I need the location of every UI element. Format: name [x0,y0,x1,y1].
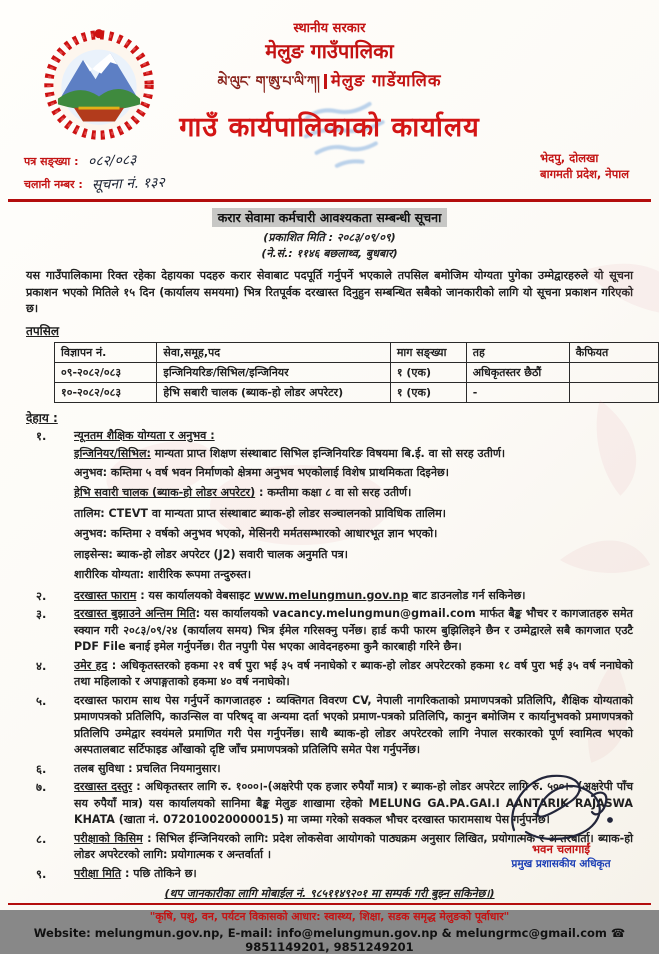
municipality-motto: "कृषि, पशु, वन, पर्यटन विकासको आधार: स्वास्थ्य, शिक्षा, सडक समृद्ध मेलुङको पूर्वाधार" [149,910,510,923]
item-text: : सिभिल ईन्जिनियरको लागि: प्रदेश लोकसेवा आयोगको पाठ्यक्रम अनुसार लिखित, प्रयोगात्मक र अन्तरबार्ता। ब्याक-हो लोडर अपरेटरको लागि: प्रयोगात्मक र अन्तर्वार्ता । [74,831,633,861]
email-address-text: vacancy.melungmun@gmail.com [272,607,476,620]
sub-text: मान्यता प्राप्त शिक्षण संस्थाबाट सिभिल इन्जिनियरिङ विषयमा बि.ई. वा सो सरह उतीर्ण। [150,447,506,460]
item-text: : अधिकृतस्तरको हकमा २१ वर्ष पुरा भई ३५ वर्ष ननाघेको र ब्याक-हो लोडर अपरेटरको हकमा १८ वर्ष पुरा भई ३५ वर्ष ननाघेको तथा महिलाको र अपाङ्गताको हकमा ४० वर्ष ननाघेको। [74,658,633,688]
sub-lead: अनुभव: [74,527,108,540]
item-text: : अधिकृतस्तर लागि रु. १०००।-(अक्षरेपी एक हजार रुपैयाँ मात्र) र ब्याक-हो लोडर अपरेटर लागि रु. ५००।- (अक्षरेपी पाँच सय रुपैयाँ मात्र) यस कार्यालयको सानिमा बैङ्क मेलुङ शाखामा रहेको MELUNG GA.PA.GAI.I AANTARIK RAJASWA KHATA (खाता नं. 072010020000015) मा जम्मा गरेको सक्कल भौचर दरखास्त फारामसाथ पेस गर्नुपर्नेछ। [74,780,633,826]
sub-text: कम्तिमा २ वर्षको अनुभव भएको, मेसिनरी मर्मतसम्भारको आधारभूत ज्ञान भएको। [107,527,438,540]
municipality-name-stylized: मेलुङ गाडेंयालिक [330,71,442,90]
published-date: (प्रकाशित मिति : २०८३/०९/०९) [263,231,396,244]
dehaya-label: देहाय : [26,410,58,425]
item-text: : यस कार्यालयको वेबसाइट [136,588,255,602]
signatory-title: प्रमुख प्रशासकीय अधिकृत [511,858,611,870]
list-item-2 [36,588,633,605]
municipality-name-tibetan: མེ་ལུང་ ག་ཨུ་པ་ལི་ཀ། [217,74,320,90]
website-label: Website: [33,926,91,940]
sub-lead: इन्जिनियर/सिभिल: [74,447,151,460]
cell-level: - [466,382,569,402]
list-item-5 [36,693,633,759]
item-text: मार्फत बैङ्क भौचर र कागजातहरु समेत स्क्यान गरी २०८३/०९/२४ (कार्यालय समय) भित्र ईमेल गरिसक्नु पर्नेछ। हार्ड कपी फारम बुझिलिइने छैन र उम्मेद्वारले सबै कागजात एउटै PDF File बनाई इमेल गर्नुपर्नेछ। रीत नपुगी पेस भएका आवेदनहरुमा कुनै कारबाही गरिने छैन। [74,607,633,653]
office-address [540,150,629,196]
col-service-group-post: सेवा,समूह,पद [157,342,390,362]
contact-line [0,926,659,954]
cell-post: हेभि सबारी चालक (ब्याक-हो लोडर अपरेटर) [157,382,390,402]
sub-lead: हेभि सवारी चालक (ब्याक-हो लोडर अपरेटर) [74,486,256,499]
list-item-1 [36,428,633,586]
cell-count: १ (एक) [390,362,466,382]
letter-number-label: पत्र सङ्ख्या : [24,155,79,168]
item-text: : व्यक्तिगत विवरण CV, नेपाली नागरिकताको प्रमाणपत्रको प्रतिलिपि, शैक्षिक योग्यताको प्रमाणपत्रको प्रतिलिपि, काउन्सिल वा परिषद् वा अन्यमा दर्ता भएको प्रमाण-पत्रको प्रतिलिपि, कानुन बमोजिम र कार्यानुभवको प्रमाणपत्रको प्रतिलिपि उम्मेद्वार स्वयंमले प्रमाणित गरी पेस गर्नुपर्नेछ। साथै ब्याक-हो लोडर अपरेटरको लागि नेपाल सरकारको पूर्ण स्वामित्व भएको अस्पतालबाट सर्टिफाइड आँखाको दृष्टि जाँच प्रमाणपत्रको प्रतिलिपि समेत पेश गर्नुपर्नेछ। [74,693,633,756]
item-text: बाट डाउनलोड गर्न सकिनेछ। [408,588,526,602]
website-link-text: www.melungmun.gov.np [254,588,409,602]
phone-numbers: 9851149201, 9851249201 [245,940,414,954]
letter-numbers [24,150,165,196]
nepal-sambat-date: (ने.सं.: ११४६ बछलाथ्व, बुधबार) [261,247,398,260]
item-text: : पछि तोकिने छ। [121,866,197,880]
sub-text: CTEVT वा मान्यता प्राप्त संस्थाबाट ब्याक-हो लोडर सञ्चालनको प्राविधिक तालिम। [104,506,447,520]
sub-text: कम्तिमा ५ वर्ष भवन निर्माणको क्षेत्रमा अनुभव भएकोलाई विशेष प्राथमिकता दिइनेछ। [107,465,449,479]
table-header-row [55,342,659,362]
sub-lead: अनुभव: [74,465,108,479]
list-item-4 [36,658,633,691]
item-lead: दरखास्त फाराम साथ पेस गर्नुपर्ने कागजातहरु [74,693,262,707]
item-lead: दरखास्त फाराम [74,588,137,602]
vacancy-table [54,342,659,403]
dispatch-number-value: सूचना नं. १३२ [91,174,165,194]
notice-intro-paragraph: यस गाउँपालिकामा रिक्त रहेका देहायका पदहरु करार सेवाबाट पदपूर्ति गर्नुपर्ने भएकाले तपसिल बमोजिम योग्यता पुगेका उम्मेद्वारहरुले यो सूचना प्रकाशन भएको मितिले १५ दिन (कार्यालय समयमा) भित्र रितपूर्वक दरखास्त दिनुहुन सम्बन्धित सबैको जानकारीको लागि यो सूचना प्रकाशन गरिएको छ। [26,269,633,315]
cell-remarks [569,362,658,382]
cell-remarks [569,382,658,402]
municipality-name-scripts [0,65,659,105]
item-number: ८. [36,831,47,846]
cell-post: इन्जिनियरिङ/सिभिल/इन्जिनियर [157,362,390,382]
item-number: १. [36,428,47,443]
signature-scribble [496,768,626,852]
sub-text: शारीरिक रूपमा तन्दुरुस्त। [144,568,252,581]
phone-icon: ☎ [610,926,626,940]
signatory-name: भवन चलागाईं [531,842,591,856]
sub-lead: शारीरिक योग्यता: [74,568,145,581]
item-lead: परीक्षा मिति [74,866,122,880]
header-divider-rule [8,199,651,202]
divider-bar [324,74,327,89]
item-text: : यस कार्यालयको [195,607,273,620]
local-government-label: स्थानीय सरकार [293,21,366,36]
letter-number-value: ०८२/०८३ [87,152,137,170]
signature-block [481,768,641,871]
cell-level: अधिकृतस्तर छैठौं [466,362,569,382]
item-number: ६. [36,761,47,776]
item-lead: परीक्षाको किसिम [74,831,143,845]
email-label: E-mail: [227,926,273,940]
col-remarks: कैफियत [569,342,658,362]
table-row [55,362,659,382]
dispatch-number-label: चलानी नम्बर : [24,178,83,191]
website-value: melungmun.gov.np, [94,926,224,940]
item-number: ५. [36,693,47,708]
table-row [55,382,659,402]
tapasil-label: तपसिल [26,323,60,338]
sub-text: : कम्तीमा कक्षा ८ वा सो सरह उतीर्ण। [255,486,412,499]
item-lead: दरखास्त बुझाउने अन्तिम मिति [74,607,196,620]
sub-lead: लाइसेन्स: [74,547,113,561]
cell-count: १ (एक) [390,382,466,402]
item-number: ३. [36,607,47,621]
letter-meta [0,144,659,198]
item-number: ९. [36,866,47,881]
cell-advert-no: १०-२०८२/०८३ [55,382,157,402]
item-lead: दरखास्त दस्तुर [74,780,133,793]
item-lead: उमेर हद [74,658,108,672]
footer-divider-rule [8,903,651,905]
sub-text: ब्याक-हो लोडर अपरेटर (J2) सवारी चालक अनुमति पत्र। [112,547,348,561]
municipality-name: मेलुङ गाउँपालिका [265,39,394,63]
contact-note: (थप जानकारीका लागि मोबाईल नं. ९८५११४९२०१ मा सम्पर्क गरी बुझ्न सकिनेछ।) [164,887,495,900]
col-demand-count: माग सङ्ख्या [390,342,466,362]
item-number: ४. [36,658,47,673]
item-lead: तलब सुविधा [74,761,125,775]
col-level: तह [466,342,569,362]
item-heading: न्यूनतम शैक्षिक योग्यता र अनुभव : [74,428,215,442]
address-line-2: बागमती प्रदेश, नेपाल [540,167,629,181]
notice-title: करार सेवामा कर्मचारी आवश्यकता सम्बन्धी सूचना [214,210,446,225]
item-number: ७. [36,780,47,794]
sub-lead: तालिम: [74,506,105,520]
item-number: २. [36,588,47,603]
office-title: गाउँ कार्यपालिकाको कार्यालय [179,112,480,143]
item-text: : प्रचलित नियमानुसार। [124,761,221,775]
email-values: info@melungmun.gov.np & melungrmc@gmail.com [276,926,607,940]
list-item-3 [36,606,633,656]
cell-advert-no: ०९-२०८२/०८३ [55,362,157,382]
col-advert-no: विज्ञापन नं. [55,342,157,362]
address-line-1: भेदपु, दोलखा [540,151,599,165]
letterhead [0,0,659,144]
